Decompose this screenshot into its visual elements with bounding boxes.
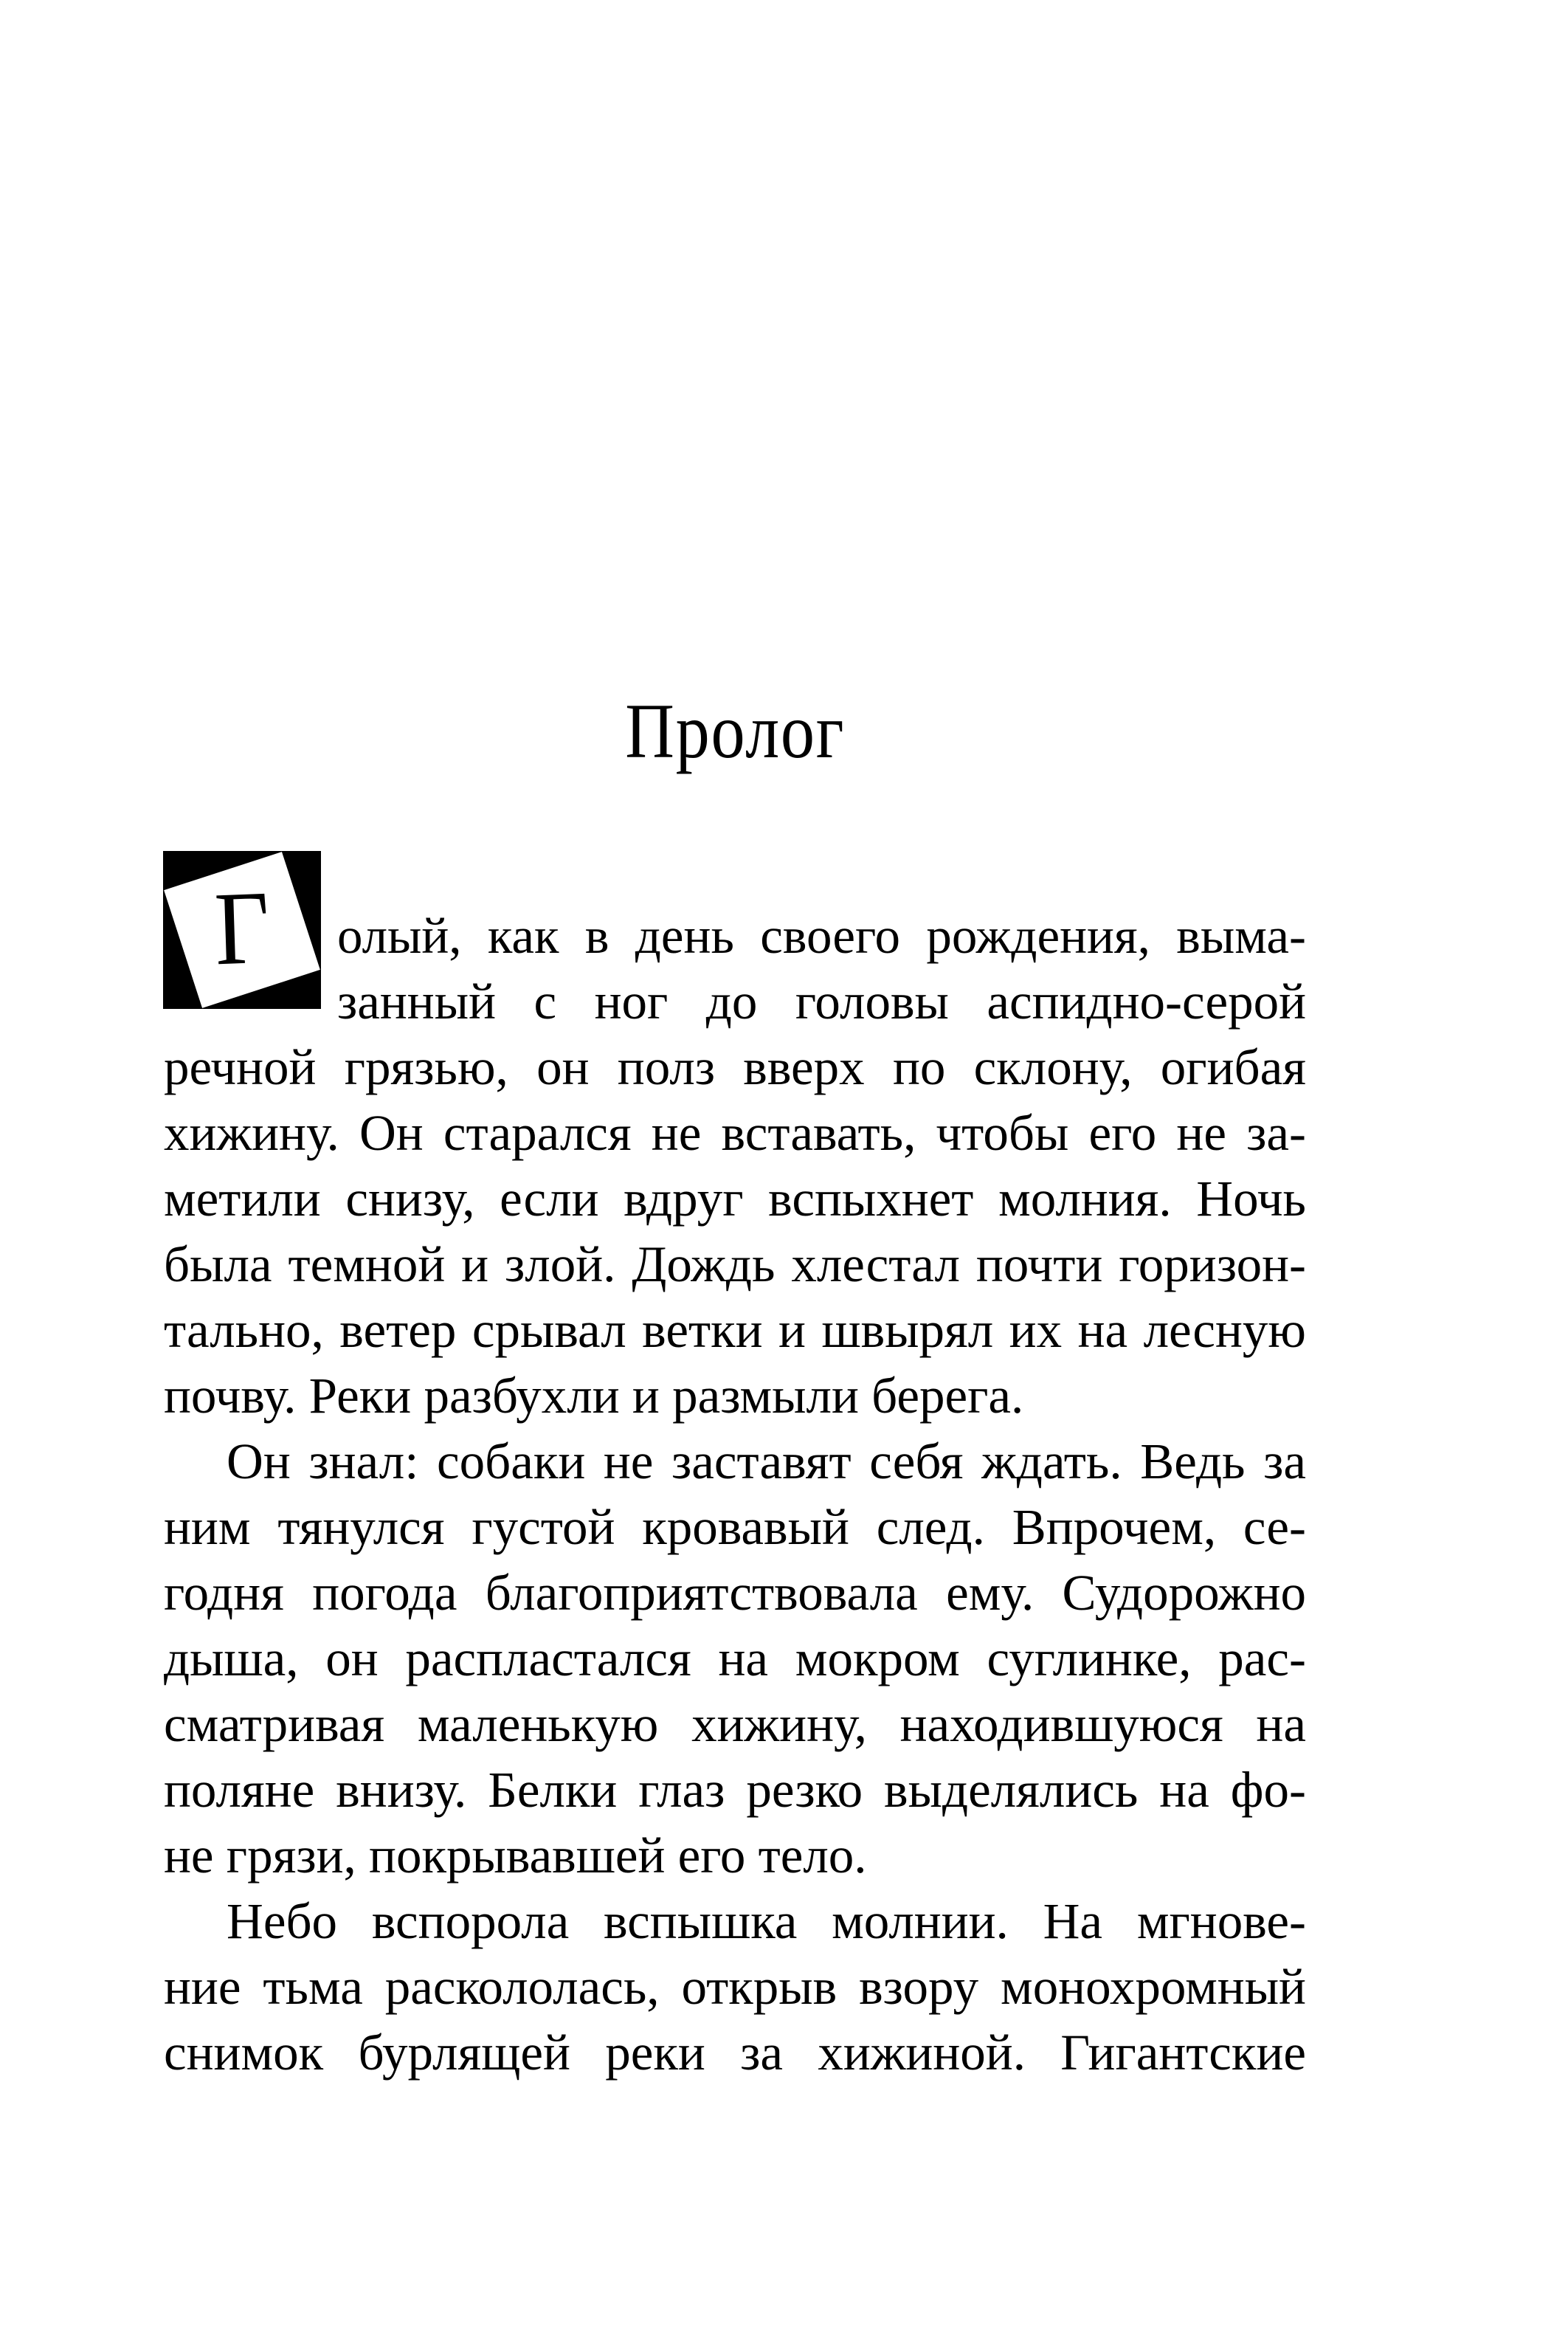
- text-line: поляне внизу. Белки глаз резко выделялись на фо-: [164, 1762, 1306, 1818]
- text-line: метили снизу, если вдруг вспыхнет молния. Ночь: [164, 1171, 1306, 1227]
- text-line: ние тьма раскололась, открыв взору монохромный: [164, 1959, 1306, 2015]
- drop-cap-letter: Г: [213, 868, 272, 988]
- text-line: олый, как в день своего рождения, выма-: [337, 908, 1306, 964]
- text-line: ним тянулся густой кровавый след. Впрочем, се-: [164, 1499, 1306, 1555]
- chapter-title-text: Пролог: [624, 688, 846, 774]
- chapter-title: [164, 688, 1306, 774]
- text-line: хижину. Он старался не вставать, чтобы его не за-: [164, 1105, 1306, 1161]
- text-line: годня погода благоприятствовала ему. Судорожно: [164, 1565, 1306, 1621]
- text-line: не грязи, покрывавшей его тело.: [164, 1827, 867, 1884]
- text-line: Он знал: собаки не заставят себя ждать. Ведь за: [227, 1433, 1306, 1489]
- text-line: речной грязью, он полз вверх по склону, огибая: [164, 1039, 1306, 1095]
- text-line: была темной и злой. Дождь хлестал почти горизон-: [164, 1236, 1306, 1292]
- text-line: снимок бурлящей реки за хижиной. Гигантские: [164, 2024, 1306, 2081]
- text-line: занный с ног до головы аспидно-серой: [337, 973, 1306, 1030]
- body-text: [164, 903, 1306, 2086]
- text-line: дыша, он распластался на мокром суглинке, рас-: [164, 1630, 1306, 1686]
- text-line: сматривая маленькую хижину, находившуюся на: [164, 1696, 1306, 1752]
- text-line: Небо вспорола вспышка молнии. На мгнове-: [227, 1893, 1306, 1949]
- text-line: почву. Реки разбухли и размыли берега.: [164, 1368, 1024, 1424]
- text-line: тально, ветер срывал ветки и швырял их на лесную: [164, 1302, 1306, 1358]
